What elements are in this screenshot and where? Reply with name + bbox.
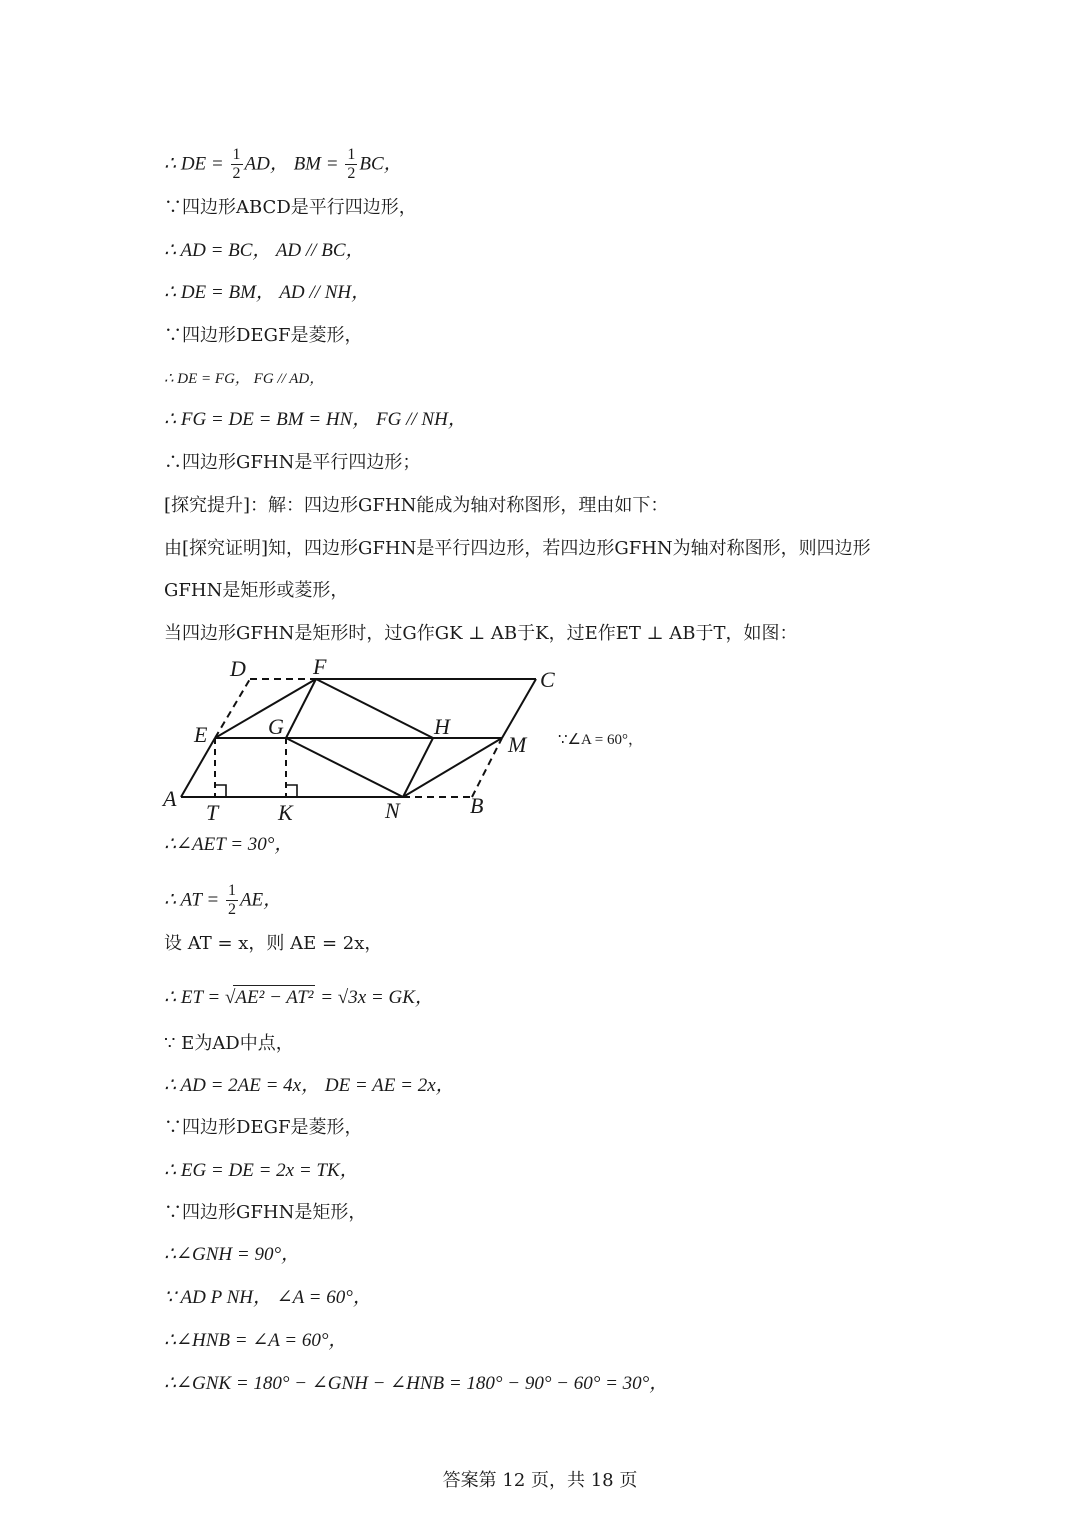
- right-angle-mark-K: [286, 785, 297, 797]
- label-A: A: [163, 786, 177, 811]
- segment-ED-dashed: [215, 679, 250, 738]
- label-M: M: [508, 732, 527, 757]
- label-K: K: [278, 800, 293, 825]
- proof-line-8: ∴四边形GFHN是平行四边形；: [164, 452, 421, 473]
- proof-line-21: ∵四边形GFHN是矩形，: [164, 1202, 367, 1223]
- proof-line-23: ∵ AD P NH， ∠A = 60°，: [164, 1287, 372, 1308]
- proof-line-18: ∴ AD = 2AE = 4x， DE = AE = 2x，: [164, 1075, 455, 1096]
- proof-line-4: ∴ DE = BM， AD // NH，: [164, 282, 371, 303]
- radical: AE² − AT²: [235, 987, 314, 1008]
- proof-line-9: [探究提升]：解：四边形GFHN能成为轴对称图形，理由如下：: [164, 495, 669, 516]
- label-G: G: [268, 714, 284, 739]
- label-C: C: [540, 667, 555, 692]
- proof-line-17: ∵ E为AD中点，: [164, 1033, 294, 1054]
- fraction: $\frac{1}{2}$: [227, 882, 236, 918]
- proof-line-5: ∵四边形DEGF是菱形，: [164, 325, 363, 346]
- segment-GN: [286, 738, 403, 797]
- proof-line-10: 由[探究证明]知，四边形GFHN是平行四边形，若四边形GFHN为轴对称图形，则四边形: [164, 538, 871, 559]
- label-F: F: [313, 654, 327, 679]
- label-T: T: [206, 800, 219, 825]
- proof-line-20: ∴ EG = DE = 2x = TK，: [164, 1160, 359, 1181]
- proof-line-1: ∴ DE = $\frac{1}{2}$ AD， BM = $\frac{1}{2}$ BC，: [164, 146, 403, 182]
- segment-CM: [502, 679, 536, 738]
- proof-line-25: ∴∠GNK = 180° − ∠GNH − ∠HNB = 180° − 90° − 60° = 30°，: [164, 1373, 669, 1394]
- label-E: E: [194, 722, 208, 747]
- proof-line-6: ∴ DE = FG， FG // AD，: [164, 371, 325, 387]
- proof-line-12: 当四边形GFHN是矩形时，过G作GK ⊥ AB于K，过E作ET ⊥ AB于T，如图：: [164, 623, 798, 644]
- geometry-diagram: [160, 652, 560, 827]
- proof-line-24: ∴∠HNB = ∠A = 60°，: [164, 1330, 348, 1351]
- segment-FH: [316, 679, 433, 738]
- fraction: $\frac{1}{2}$: [347, 146, 356, 182]
- label-H: H: [434, 714, 450, 739]
- label-D: D: [230, 656, 246, 681]
- proof-line-16: ∴ ET = √AE² − AT² = √3x = GK，: [164, 987, 434, 1008]
- proof-line-19: ∵四边形DEGF是菱形，: [164, 1117, 363, 1138]
- label-N: N: [385, 798, 400, 823]
- label-B: B: [470, 793, 484, 818]
- proof-line-22: ∴∠GNH = 90°，: [164, 1244, 301, 1265]
- proof-line-2: ∵四边形ABCD是平行四边形，: [164, 197, 417, 218]
- proof-line-7: ∴ FG = DE = BM = HN， FG // NH，: [164, 409, 467, 430]
- proof-line-3: ∴ AD = BC， AD // BC，: [164, 240, 365, 261]
- proof-line-15: 设 AT = x，则 AE = 2x，: [164, 933, 383, 954]
- proof-line-14: ∴ AT = $\frac{1}{2}$ AE，: [164, 882, 283, 918]
- fraction: $\frac{1}{2}$: [232, 146, 241, 182]
- angle-note: ∵∠A = 60°，: [558, 732, 643, 748]
- proof-line-11: GFHN是矩形或菱形，: [164, 580, 349, 601]
- page-footer: 答案第 12 页，共 18 页: [442, 1470, 638, 1491]
- proof-line-13: ∴∠AET = 30°，: [164, 834, 294, 855]
- right-angle-mark-T: [215, 785, 226, 797]
